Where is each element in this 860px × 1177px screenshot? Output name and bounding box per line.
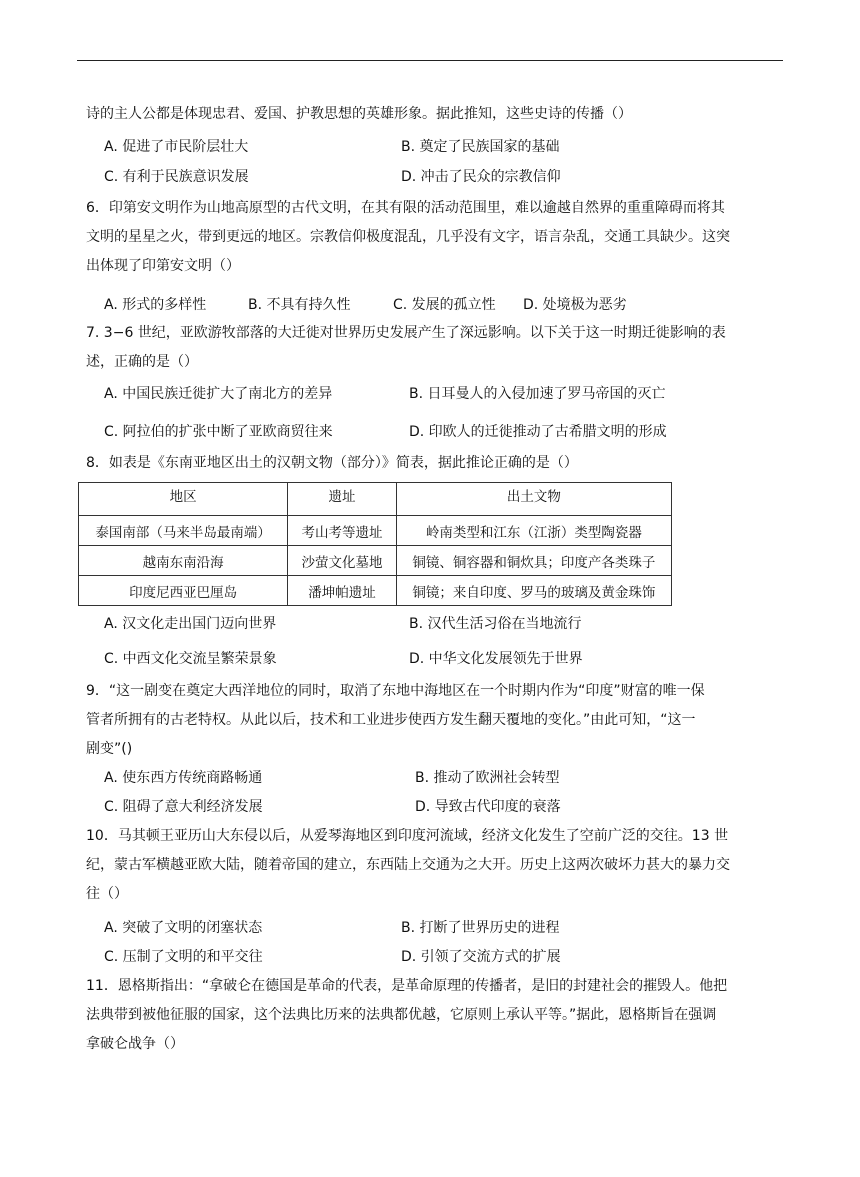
q9-option-b[interactable]: B. 推动了欧洲社会转型 [415, 770, 560, 786]
q10-option-d[interactable]: D. 引领了交流方式的扩展 [401, 949, 561, 965]
header-site: 遗址 [288, 483, 396, 516]
table-cell: 岭南类型和江东（江浙）类型陶瓷器 [396, 516, 671, 546]
q6-option-a[interactable]: A. 形式的多样性 [104, 297, 207, 313]
table-row [79, 516, 672, 546]
q5-option-a[interactable]: A. 促进了市民阶层壮大 [104, 139, 249, 155]
q9-stem-line1: 9．“这一剧变在奠定大西洋地位的同时，取消了东地中海地区在一个时期内作为“印度”财富的唯一保 [86, 683, 705, 699]
table-cell: 泰国南部（马来半岛最南端） [79, 516, 288, 546]
q6-option-c[interactable]: C. 发展的孤立性 [393, 297, 496, 313]
q8-option-a[interactable]: A. 汉文化走出国门迈向世界 [104, 616, 277, 632]
table-cell: 沙萤文化墓地 [288, 546, 396, 576]
header-region: 地区 [79, 483, 288, 516]
q10-option-b[interactable]: B. 打断了世界历史的进程 [401, 920, 560, 936]
table-cell: 铜镜、铜容器和铜炊具；印度产各类珠子 [396, 546, 671, 576]
q7-option-b[interactable]: B. 日耳曼人的入侵加速了罗马帝国的灭亡 [409, 386, 666, 402]
table-row [79, 546, 672, 576]
q5-option-c[interactable]: C. 有利于民族意识发展 [104, 169, 249, 185]
q10-stem-line1: 10．马其顿王亚历山大东侵以后，从爱琴海地区到印度河流域，经济文化发生了空前广泛的交往。13 世 [86, 828, 729, 844]
q6-stem-line1: 6．印第安文明作为山地高原型的古代文明，在其有限的活动范围里，难以逾越自然界的重重障碍而将其 [86, 200, 725, 216]
q5-option-b[interactable]: B. 奠定了民族国家的基础 [401, 139, 560, 155]
q6-option-d[interactable]: D. 处境极为恶劣 [523, 297, 627, 313]
table-cell: 潘坤帕遗址 [288, 576, 396, 606]
q10-option-c[interactable]: C. 压制了文明的和平交往 [104, 949, 263, 965]
table-cell: 铜镜；来自印度、罗马的玻璃及黄金珠饰 [396, 576, 671, 606]
q9-stem-line2: 管者所拥有的古老特权。从此以后，技术和工业进步使西方发生翻天覆地的变化。”由此可知，“这一 [86, 712, 696, 728]
q11-stem-line2: 法典带到被他征服的国家，这个法典比历来的法典都优越，它原则上承认平等。”据此，恩格斯旨在强调 [86, 1007, 717, 1023]
header-rule [77, 60, 783, 61]
q11-stem-line3: 拿破仑战争（） [86, 1036, 184, 1052]
table-row [79, 576, 672, 606]
table-cell: 考山考等遗址 [288, 516, 396, 546]
q5-stem: 诗的主人公都是体现忠君、爱国、护教思想的英雄形象。据此推知，这些史诗的传播（） [86, 106, 632, 122]
table-header-row [79, 483, 672, 516]
q7-option-a[interactable]: A. 中国民族迁徙扩大了南北方的差异 [104, 386, 333, 402]
table-cell: 越南东南沿海 [79, 546, 288, 576]
q8-stem: 8．如表是《东南亚地区出土的汉朝文物（部分）》简表，据此推论正确的是（） [86, 455, 578, 471]
q7-option-d[interactable]: D. 印欧人的迁徙推动了古希腊文明的形成 [409, 424, 667, 440]
q6-stem-line3: 出体现了印第安文明（） [86, 258, 240, 274]
q8-option-d[interactable]: D. 中华文化发展领先于世界 [409, 651, 583, 667]
q9-option-d[interactable]: D. 导致古代印度的衰落 [415, 799, 561, 815]
q6-stem-line2: 文明的星星之火，带到更远的地区。宗教信仰极度混乱，几乎没有文字，语言杂乱，交通工具缺少。这突 [86, 229, 730, 245]
q10-stem-line3: 往（） [86, 886, 128, 902]
table-cell: 印度尼西亚巴厘岛 [79, 576, 288, 606]
q10-stem-line2: 纪，蒙古军横越亚欧大陆，随着帝国的建立，东西陆上交通为之大开。历史上这两次破坏力甚大的暴力交 [86, 857, 730, 873]
q8-option-c[interactable]: C. 中西文化交流呈繁荣景象 [104, 651, 277, 667]
q7-option-c[interactable]: C. 阿拉伯的扩张中断了亚欧商贸往来 [104, 424, 333, 440]
q9-stem-line3: 剧变”() [86, 741, 133, 757]
q9-option-a[interactable]: A. 使东西方传统商路畅通 [104, 770, 263, 786]
header-artifacts: 出土文物 [396, 483, 671, 516]
q10-option-a[interactable]: A. 突破了文明的闭塞状态 [104, 920, 263, 936]
q9-option-c[interactable]: C. 阻碍了意大利经济发展 [104, 799, 263, 815]
q7-stem-line1: 7. 3−6 世纪，亚欧游牧部落的大迁徙对世界历史发展产生了深远影响。以下关于这一时期迁徙影响的表 [86, 325, 726, 341]
q7-stem-line2: 述，正确的是（） [86, 354, 198, 370]
artifact-table [78, 482, 672, 606]
q8-option-b[interactable]: B. 汉代生活习俗在当地流行 [409, 616, 582, 632]
q6-option-b[interactable]: B. 不具有持久性 [248, 297, 351, 313]
q5-option-d[interactable]: D. 冲击了民众的宗教信仰 [401, 169, 561, 185]
q11-stem-line1: 11．恩格斯指出：“拿破仑在德国是革命的代表，是革命原理的传播者，是旧的封建社会的摧毁人。他把 [86, 978, 728, 994]
